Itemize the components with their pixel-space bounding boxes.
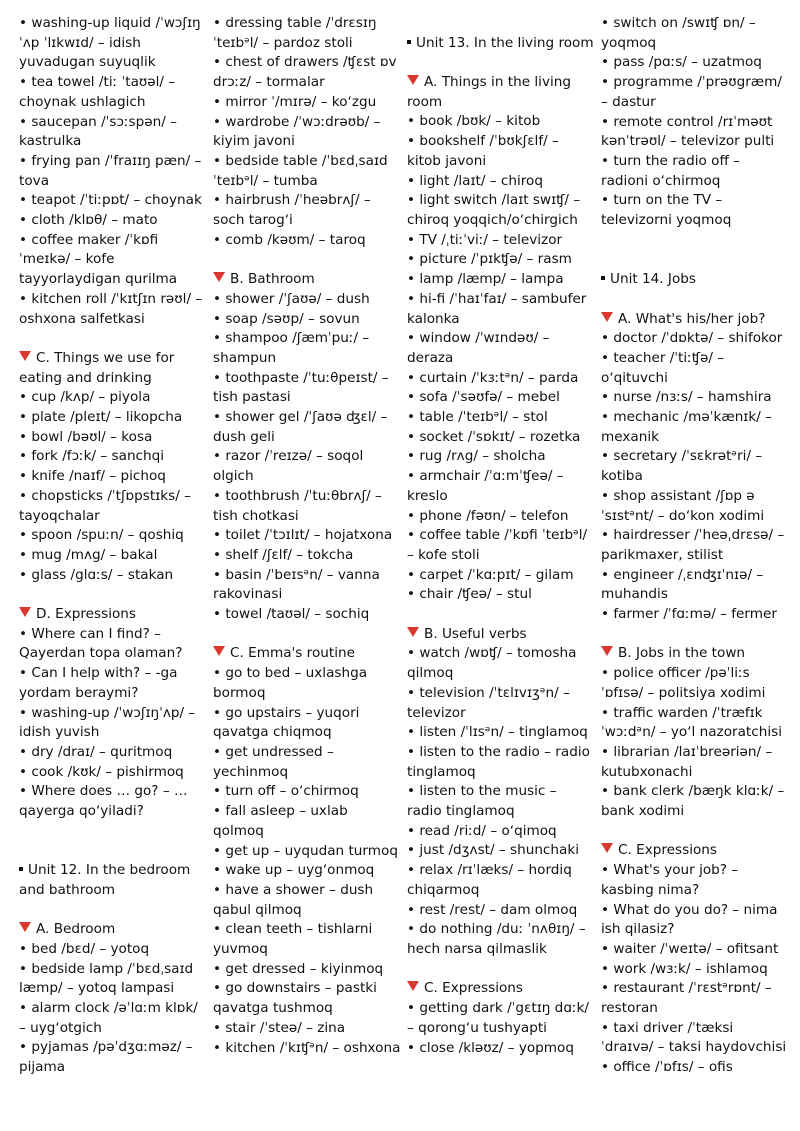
entry-text: • hairbrush /ˈheəbrʌʃ/ – soch tarogʻi [213,192,371,229]
entry-text: • lamp /læmp/ – lampa [407,271,564,288]
vocab-item [601,605,789,625]
entry-text: • go upstairs – yuqori qavatga chiqmoq [213,704,360,741]
red-triangle-icon [407,627,419,637]
entry-text: • television /ˈtɛlɪvɪʒᵊn/ – televizor [407,684,570,721]
section-heading [19,349,207,388]
entry-text: • close /kləʊz/ – yopmoq [407,1039,574,1056]
spacer [601,231,789,251]
vocab-item [407,782,595,821]
vocab-item [601,14,789,53]
entry-text: • coffee table /ˈkɒfi ˈteɪbᵊl/ – kofe stoli [407,527,588,563]
vocab-item [601,526,789,565]
vocab-item [407,447,595,467]
spacer [19,585,207,605]
entry-text: • listen to the radio – radio tinglamoq [407,743,590,780]
entry-text: • have a shower – dush qabul qilmoq [213,881,374,918]
entry-text: • read /riːd/ – oʻqimoq [407,822,557,839]
entry-text: • light switch /laɪt swɪʧ/ – chiroq yoqqich/oʻchirgich [407,192,581,228]
entry-text: • saucepan /ˈsɔːspən/ – kastrulka [19,113,177,150]
entry-text: • glass /glɑːs/ – stakan [19,566,174,583]
entry-text: • bedside table /ˈbɛdˌsaɪd ˈteɪbᵊl/ – tumba [213,152,388,189]
vocab-item [601,861,789,900]
entry-text: • nurse /nɜːs/ – hamshira [601,389,772,406]
entry-text: • office /ˈɒfɪs/ – ofis [601,1059,733,1076]
section-heading [19,920,207,940]
entry-text: • rest /rest/ – dam olmoq [407,901,578,918]
vocab-item [213,14,401,53]
vocab-item [407,172,595,192]
entry-text: • plate /pleɪt/ – likopcha [19,409,183,426]
vocab-item [213,487,401,526]
entry-text: • get undressed – yechinmoq [213,743,334,780]
entry-text: • mug /mʌg/ – bakal [19,546,158,563]
section-heading [407,625,595,645]
vocab-item [19,625,207,664]
entry-text: • kitchen roll /ˈkɪtʃɪn rəʊl/ – oshxona salfetkasi [19,290,203,327]
entry-text: • fork /fɔːk/ – sanchqi [19,448,165,465]
vocab-item [213,743,401,782]
entry-text: • kitchen /ˈkɪʧᵊn/ – oshxona [213,1039,401,1056]
entry-text: • sofa /ˈsəʊfə/ – mebel [407,389,560,406]
entry-text: • doctor /ˈdɒktə/ – shifokor [601,330,783,347]
red-triangle-icon [601,312,613,322]
column-2 [213,14,407,1131]
vocab-item [601,960,789,980]
vocab-item [19,211,207,231]
spacer [407,14,595,34]
vocab-item [601,782,789,821]
vocab-item [407,369,595,389]
entry-text: • rug /rʌg/ – sholcha [407,448,546,465]
entry-text: • Where does … go? – … qayerga qoʻyiladi? [19,783,188,820]
section-heading [601,644,789,664]
spacer [19,901,207,921]
vocab-item [19,763,207,783]
red-triangle-icon [19,351,31,361]
vocab-item [213,1019,401,1039]
vocab-item [601,664,789,703]
entry-text: • What's your job? – kasbing nima? [601,862,739,898]
spacer [213,625,401,645]
vocab-item [601,566,789,605]
vocab-item [19,290,207,329]
vocab-item [407,467,595,506]
vocab-item [407,112,595,132]
entry-text: • basin /ˈbeɪsᵊn/ – vanna rakovinasi [213,566,380,603]
entry-text: B. Bathroom [230,271,315,288]
entry-text: • tea towel /tiː ˈtaʊəl/ – choynak ushlagich [19,74,176,110]
vocab-item [213,231,401,251]
entry-text: • alarm clock /əˈlɑːm klɒk/ – uygʻotgich [19,1000,198,1036]
entry-text: • wardrobe /ˈwɔːdrəʊb/ – kiyim javoni [213,113,381,150]
vocab-item [601,329,789,349]
vocab-item [19,743,207,763]
vocab-item [601,191,789,230]
spacer [407,53,595,73]
entry-text: • bowl /bəʊl/ – kosa [19,428,153,445]
vocab-item [213,861,401,881]
red-triangle-icon [213,646,225,656]
vocab-item [601,349,789,388]
entry-text: • shower /ˈʃaʊə/ – dush [213,290,370,307]
entry-text: B. Useful verbs [424,625,527,642]
entry-text: • teapot /ˈtiːpɒt/ – choynak [19,192,202,209]
spacer [407,605,595,625]
vocab-item [213,979,401,1018]
entry-text: • dry /draɪ/ – quritmoq [19,743,173,760]
vocab-item [213,960,401,980]
vocab-item [213,113,401,152]
entry-text: • phone /fəʊn/ – telefon [407,507,569,524]
unit-title [19,861,207,900]
entry-text: • hi-fi /ˈhaɪˈfaɪ/ – sambufer kalonka [407,290,587,327]
entry-text: • taxi driver /ˈtæksi ˈdraɪvə/ – taksi haydovchisi [601,1019,787,1056]
entry-text: • listen /ˈlɪsᵊn/ – tinglamoq [407,724,588,741]
entry-text: C. Expressions [424,980,524,997]
vocab-item [213,526,401,546]
entry-text: • librarian /laɪˈbreəriən/ – kutubxonachi [601,743,773,780]
vocab-item [19,1038,207,1077]
vocab-item [601,53,789,73]
vocab-item [213,290,401,310]
entry-text: • bed /bɛd/ – yotoq [19,940,150,957]
section-heading [213,644,401,664]
vocab-item [407,1039,595,1059]
vocab-item [601,940,789,960]
column-3 [407,14,601,1131]
entry-text: • bedside lamp /ˈbɛdˌsaɪd læmp/ – yotoq lampasi [19,960,194,997]
entry-text: • bookshelf /ˈbʊkʃɛlf/ – kitob javoni [407,133,559,169]
vocab-item [601,979,789,1018]
vocab-item [407,250,595,270]
vocab-item [19,960,207,999]
entry-text: • waiter /ˈweɪtə/ – ofitsant [601,940,779,957]
column-1 [19,14,213,1131]
entry-text: • remote control /rɪˈməʊt kənˈtrəʊl/ – televizor pulti [601,113,775,150]
entry-text: • clean teeth – tishlarni yuvmoq [213,921,373,958]
entry-text: • TV /ˌtiːˈviː/ – televizor [407,231,563,248]
entry-text: • toilet /ˈtɔɪlɪt/ – hojatxona [213,527,393,544]
vocab-item [407,132,595,171]
vocab-item [213,1039,401,1059]
entry-text: • pyjamas /pəˈdʒɑːməz/ – pijama [19,1039,193,1076]
vocab-item [19,546,207,566]
entry-text: • turn the radio off – radioni oʻchirmoq [601,152,740,189]
entry-text: • armchair /ˈɑːmˈʧeə/ – kreslo [407,468,564,504]
square-bullet-icon [19,867,23,871]
spacer [601,822,789,842]
vocab-item [407,644,595,683]
vocab-item [213,191,401,230]
square-bullet-icon [601,276,605,280]
vocab-item [601,113,789,152]
vocab-item [407,408,595,428]
entry-text: D. Expressions [36,606,136,623]
vocab-item [213,152,401,191]
entry-text: • shower gel /ˈʃaʊə ʤɛl/ – dush geli [213,409,388,445]
vocab-item [213,842,401,862]
entry-text: • get dressed – kiyinmoq [213,960,384,977]
section-heading [407,979,595,999]
entry-text: • chair /ʧeə/ – stul [407,586,532,603]
entry-text: • shop assistant /ʃɒp ə ˈsɪstᵊnt/ – doʻkon xodimi [601,487,765,524]
entry-text: • switch on /swɪʧ ɒn/ – yoqmoq [601,15,756,51]
red-triangle-icon [19,922,31,932]
entry-text: • teacher /ˈtiːʧə/ – oʻqituvchi [601,349,725,386]
vocab-item [19,467,207,487]
entry-text: C. Emma's routine [230,645,355,662]
entry-text: • go to bed – uxlashga bormoq [213,665,368,701]
section-heading [19,605,207,625]
red-triangle-icon [407,981,419,991]
red-triangle-icon [213,272,225,282]
spacer [601,625,789,645]
vocab-item [601,1058,789,1078]
red-triangle-icon [19,607,31,617]
spacer [601,290,789,310]
vocab-item [19,999,207,1038]
entry-text: • Can I help with? – -ga yordam beraymi? [19,665,178,701]
vocab-item [601,1019,789,1058]
vocab-item [601,408,789,447]
entry-text: • mirror ˈ/mɪrə/ – koʻzgu [213,93,377,110]
vocab-item [19,113,207,152]
vocab-item [407,841,595,861]
vocab-item [601,487,789,526]
vocab-item [19,782,207,821]
entry-text: C. Expressions [618,842,718,859]
entry-text: • cup /kʌp/ – piyola [19,389,151,406]
entry-text: • traffic warden /ˈtræfɪk ˈwɔːdᵊn/ – yoʻl nazoratchisi [601,704,782,741]
spacer [19,841,207,861]
entry-text: Unit 13. In the living room [416,34,594,51]
entry-text: • watch /wɒʧ/ – tomosha qilmoq [407,645,577,682]
vocab-item [19,388,207,408]
entry-text: • wake up – uygʻonmoq [213,862,375,879]
entry-text: • just /dʒʌst/ – shunchaki [407,842,579,859]
vocab-item [407,388,595,408]
entry-text: • stair /ˈsteə/ – zina [213,1019,346,1036]
entry-text: • carpet /ˈkɑːpɪt/ – gilam [407,566,574,583]
vocab-item [213,782,401,802]
entry-text: • cook /kʊk/ – pishirmoq [19,763,184,780]
vocab-item [19,940,207,960]
vocab-item [19,487,207,526]
entry-text: B. Jobs in the town [618,645,746,662]
entry-text: • toothpaste /ˈtuːθpeɪst/ – tish pastasi [213,369,389,406]
vocab-item [407,901,595,921]
entry-text: • socket /ˈsɒkɪt/ – rozetka [407,428,581,445]
vocab-item [19,408,207,428]
section-heading [407,73,595,112]
vocab-item [19,191,207,211]
vocab-item [19,73,207,112]
vocab-item [601,704,789,743]
vocab-item [213,310,401,330]
vocab-item [213,605,401,625]
entry-text: • towel /taʊəl/ – sochiq [213,606,370,623]
entry-text: • chopsticks /ˈtʃɒpstɪks/ – tayoqchalar [19,487,191,524]
entry-text: • work /wɜːk/ – ishlamoq [601,960,768,977]
square-bullet-icon [407,40,411,44]
spacer [601,250,789,270]
spacer [407,960,595,980]
vocab-item [213,369,401,408]
spacer [19,329,207,349]
vocab-item [407,231,595,251]
entry-text: • knife /naɪf/ – pichoq [19,468,166,485]
vocab-item [213,881,401,920]
column-4 [601,14,795,1131]
vocab-item [19,526,207,546]
entry-text: A. Bedroom [36,921,116,938]
entry-text: • bank clerk /bæŋk klɑːk/ – bank xodimi [601,783,785,820]
vocab-item [213,704,401,743]
vocab-item [19,447,207,467]
entry-text: • fall asleep – uxlab qolmoq [213,803,348,839]
entry-text: • shelf /ʃɛlf/ – tokcha [213,546,354,563]
entry-text: • police officer /pəˈliːs ˈɒfɪsə/ – politsiya xodimi [601,665,766,701]
section-heading [601,841,789,861]
vocab-item [407,428,595,448]
vocab-item [601,901,789,940]
vocab-item [213,546,401,566]
unit-title [601,270,789,290]
entry-text: • table /ˈteɪbᵊl/ – stol [407,409,548,426]
entry-text: Unit 14. Jobs [610,271,696,288]
vocab-item [213,329,401,368]
vocab-item [407,290,595,329]
entry-text: • chest of drawers /ʧɛst ɒv drɔːz/ – tormalar [213,54,397,91]
vocab-item [407,822,595,842]
entry-text: • coffee maker /ˈkɒfi ˈmeɪkə/ – kofe tayyorlaydigan qurilma [19,231,178,288]
entry-text: • What do you do? – nima ish qilasiz? [601,901,778,938]
vocab-item [407,585,595,605]
vocab-item [213,920,401,959]
entry-text: • getting dark /ˈgɛtɪŋ dɑːk/ – qorongʻu tushyapti [407,1000,589,1036]
spacer [19,822,207,842]
entry-text: • picture /ˈpɪkʧə/ – rasm [407,251,572,268]
unit-title [407,34,595,54]
entry-text: • light /laɪt/ – chiroq [407,172,543,189]
entry-text: • shampoo /ʃæmˈpuː/ – shampun [213,330,370,366]
entry-text: • comb /kəʊm/ – taroq [213,231,366,248]
vocab-item [213,802,401,841]
section-heading [601,310,789,330]
vocab-item [601,73,789,112]
entry-text: • engineer /ˌɛnʤɪˈnɪə/ – muhandis [601,566,764,603]
vocab-item [407,684,595,723]
vocab-item [19,14,207,73]
entry-text: • dressing table /ˈdrɛsɪŋ ˈteɪbᵊl/ – pardoz stoli [213,15,377,51]
entry-text: A. Things in the living room [407,74,572,110]
entry-text: • spoon /spuːn/ – qoshiq [19,527,184,544]
entry-text: • turn on the TV – televizorni yoqmoq [601,192,732,229]
vocab-item [19,428,207,448]
vocab-item [601,388,789,408]
entry-text: • mechanic /məˈkænɪk/ – mexanik [601,409,772,445]
red-triangle-icon [601,646,613,656]
entry-text: • relax /rɪˈlæks/ – hordiq chiqarmoq [407,862,572,898]
entry-text: • turn off – oʻchirmoq [213,783,359,800]
vocab-item [19,152,207,191]
entry-text: • book /bʊk/ – kitob [407,113,541,130]
vocab-item [213,53,401,92]
vocab-item [19,231,207,290]
vocab-item [601,152,789,191]
entry-text: • go downstairs – pastki qavatga tushmoq [213,980,377,1017]
entry-text: • secretary /ˈsɛkrətᵊri/ – kotiba [601,448,763,485]
vocab-item [407,920,595,959]
vocab-item [407,743,595,782]
entry-text: • farmer /ˈfɑːmə/ – fermer [601,606,777,623]
entry-text: • razor /ˈreɪzə/ – soqol olgich [213,448,364,485]
vocab-item [213,408,401,447]
vocab-item [407,723,595,743]
entry-text: Unit 12. In the bedroom and bathroom [19,862,191,898]
entry-text: • listen to the music – radio tinglamoq [407,783,557,820]
entry-text: • toothbrush /ˈtuːθbrʌʃ/ – tish chotkasi [213,487,382,524]
entry-text: • get up – uyqudan turmoq [213,842,398,859]
vocab-item [407,526,595,565]
vocab-item [407,566,595,586]
vocab-item [19,704,207,743]
vocab-item [19,664,207,703]
red-triangle-icon [601,843,613,853]
vocab-item [407,270,595,290]
entry-text: • washing-up /ˈwɔʃɪŋˈʌp/ – idish yuvish [19,704,196,741]
entry-text: A. What's his/her job? [618,310,766,327]
vocab-item [213,566,401,605]
entry-text: • soap /səʊp/ – sovun [213,310,360,327]
vocab-item [213,447,401,486]
vocab-item [407,507,595,527]
vocab-item [19,566,207,586]
entry-text: • window /ˈwɪndəʊ/ – deraza [407,330,550,366]
vocab-item [601,447,789,486]
vocab-item [213,664,401,703]
spacer [213,250,401,270]
entry-text: • Where can I find? – Qayerdan topa olaman? [19,625,183,662]
entry-text: • do nothing /duː ˈnʌθɪŋ/ – hech narsa qilmaslik [407,921,586,957]
vocab-item [407,329,595,368]
red-triangle-icon [407,75,419,85]
vocab-item [213,93,401,113]
entry-text: • pass /pɑːs/ – uzatmoq [601,54,762,71]
vocab-item [407,191,595,230]
section-heading [213,270,401,290]
vocab-item [407,861,595,900]
entry-text: • washing-up liquid /ˈwɔʃɪŋˈʌp ˈlɪkwɪd/ – idish yuvadugan suyuqlik [19,15,201,71]
entry-text: • programme /ˈprəʊgræm/ – dastur [601,74,782,110]
entry-text: • curtain /ˈkɜːtᵊn/ – parda [407,369,579,386]
entry-text: • restaurant /ˈrɛstᵊrɒnt/ – restoran [601,980,772,1017]
entry-text: • hairdresser /ˈheəˌdrɛsə/ – parikmaxer, stilist [601,527,785,563]
vocab-item [407,999,595,1038]
entry-text: • frying pan /ˈfraɪɪŋ pæn/ – tova [19,152,202,189]
entry-text: C. Things we use for eating and drinking [19,349,175,386]
vocab-item [601,743,789,782]
entry-text: • cloth /klɒθ/ – mato [19,212,158,229]
